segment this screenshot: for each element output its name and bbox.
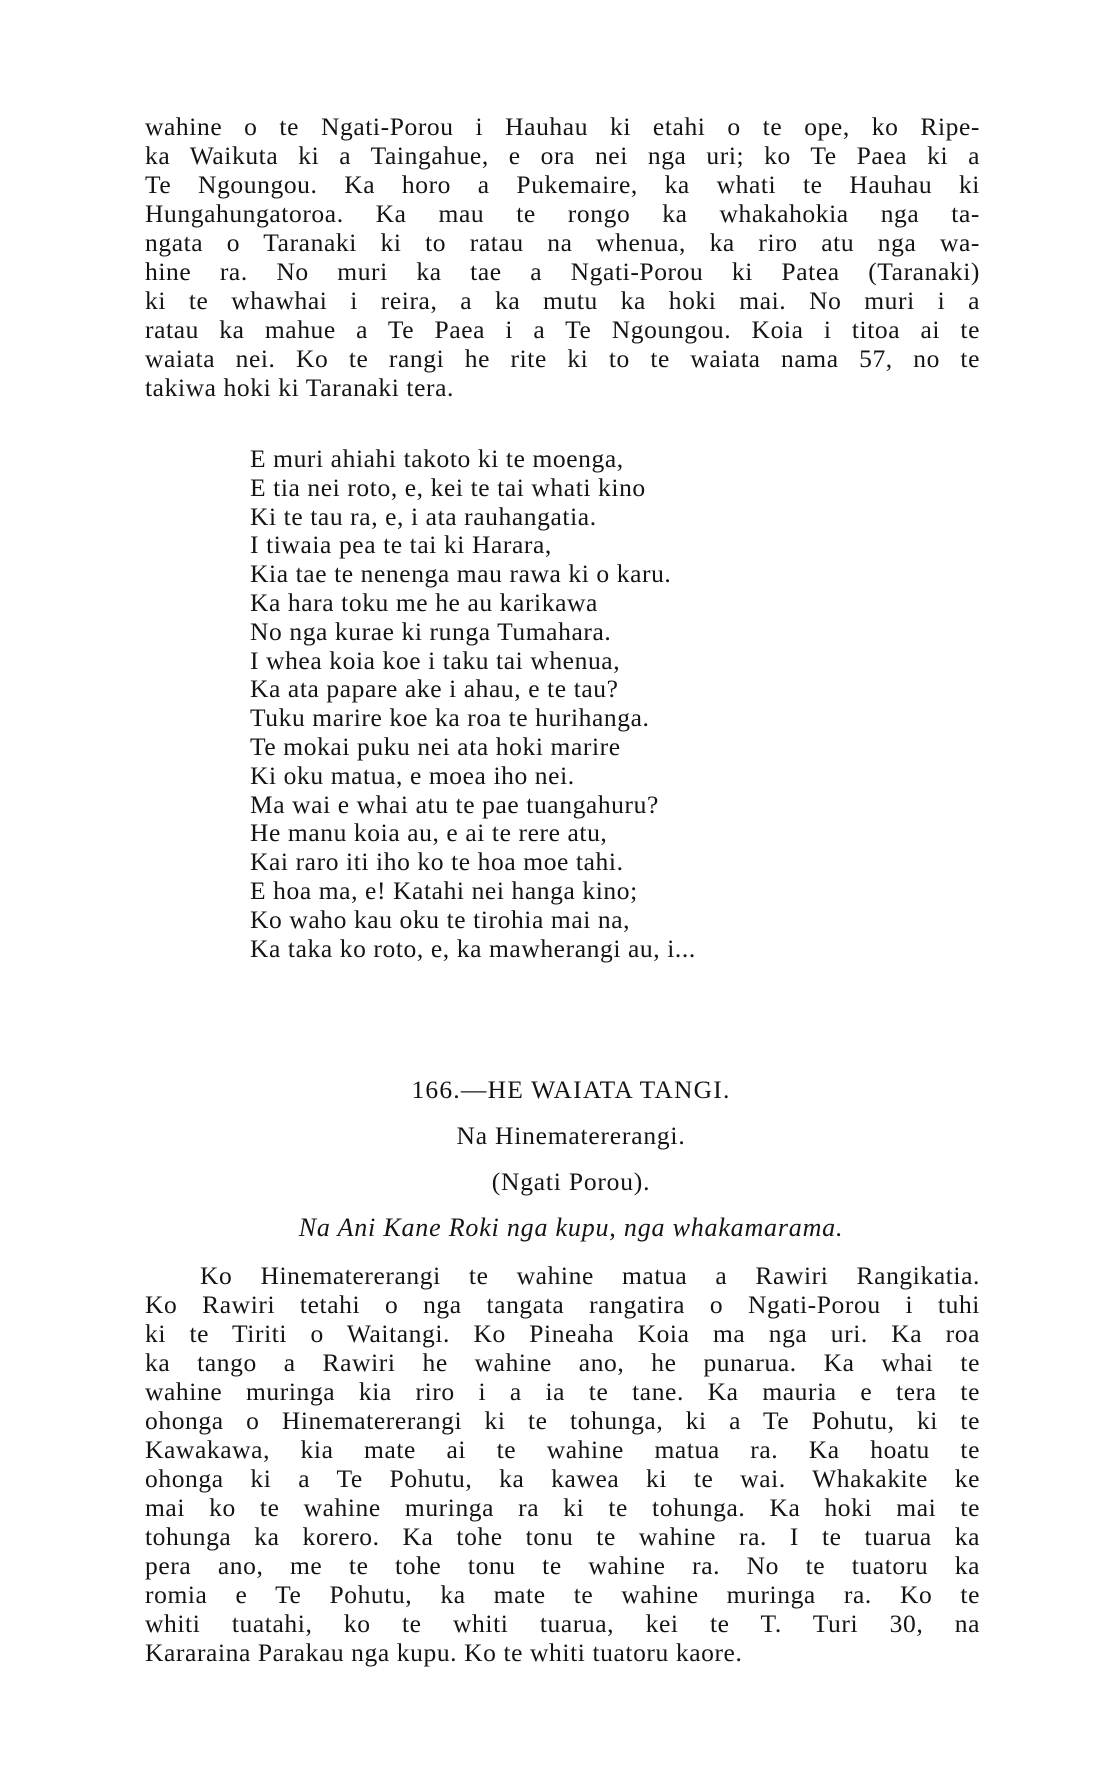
intro-line: ngata o Taranaki ki to ratau na whenua, ka riro atu nga wa- xyxy=(145,228,980,257)
verse-line: He manu koia au, e ai te rere atu, xyxy=(250,818,608,848)
intro-line: takiwa hoki ki Taranaki tera. xyxy=(145,373,454,402)
verse-line: No nga kurae ki runga Tumahara. xyxy=(250,616,612,646)
story-line: Kawakawa, kia mate ai te wahine matua ra. Ka hoatu te xyxy=(145,1435,980,1464)
verse-line: Ma wai e whai atu te pae tuangahuru? xyxy=(250,789,659,819)
tribe-line: (Ngati Porou). xyxy=(491,1167,651,1196)
song-title: 166.—HE WAIATA TANGI. xyxy=(411,1075,731,1104)
verse-line: Tuku marire koe ka roa te hurihanga. xyxy=(250,703,650,733)
verse-line: Ka taka ko roto, e, ka mawherangi au, i... xyxy=(250,933,696,963)
story-line: pera ano, me te tohe tonu te wahine ra. No te tuatoru ka xyxy=(145,1551,980,1580)
intro-line: waiata nei. Ko te rangi he rite ki to te waiata nama 57, no te xyxy=(145,344,980,373)
verse-line: Ka ata papare ake i ahau, e te tau? xyxy=(250,674,619,704)
story-line: whiti tuatahi, ko te whiti tuarua, kei te T. Turi 30, na xyxy=(145,1609,980,1638)
story-line: ki te Tiriti o Waitangi. Ko Pineaha Koia ma nga uri. Ka roa xyxy=(145,1319,980,1348)
intro-line: wahine o te Ngati-Porou i Hauhau ki etahi o te ope, ko Ripe- xyxy=(145,112,980,141)
intro-line: hine ra. No muri ka tae a Ngati-Porou ki Patea (Taranaki) xyxy=(145,257,980,286)
story-line: ka tango a Rawiri he wahine ano, he punarua. Ka whai te xyxy=(145,1348,980,1377)
verse-line: Kia tae te nenenga mau rawa ki o karu. xyxy=(250,559,672,589)
verse-line: I whea koia koe i taku tai whenua, xyxy=(250,645,621,675)
intro-line: Hungahungatoroa. Ka mau te rongo ka whakahokia nga ta- xyxy=(145,199,980,228)
verse-line: Ki te tau ra, e, i ata rauhangatia. xyxy=(250,501,597,531)
intro-paragraph xyxy=(145,112,980,402)
story-line: tohunga ka korero. Ka tohe tonu te wahine ra. I te tuarua ka xyxy=(145,1522,980,1551)
verse-line: Ka hara toku me he au karikawa xyxy=(250,587,598,617)
verse-line: E tia nei roto, e, kei te tai whati kino xyxy=(250,472,646,502)
composer-line: Na Hinematererangi. xyxy=(456,1121,686,1150)
story-line: Ko Rawiri tetahi o nga tangata rangatira o Ngati-Porou i tuhi xyxy=(145,1290,980,1319)
intro-line: ki te whawhai i reira, a ka mutu ka hoki mai. No muri i a xyxy=(145,286,980,315)
verse-line: E hoa ma, e! Katahi nei hanga kino; xyxy=(250,875,638,905)
story-line: Kararaina Parakau nga kupu. Ko te whiti tuatoru kaore. xyxy=(145,1638,743,1667)
story-line: mai ko te wahine muringa ra ki te tohunga. Ka hoki mai te xyxy=(145,1493,980,1522)
verse-line: I tiwaia pea te tai ki Harara, xyxy=(250,530,552,560)
attribution-line: Na Ani Kane Roki nga kupu, nga whakamarama. xyxy=(298,1213,844,1242)
story-line: wahine muringa kia riro i a ia te tane. Ka mauria e tera te xyxy=(145,1377,980,1406)
intro-line: Te Ngoungou. Ka horo a Pukemaire, ka whati te Hauhau ki xyxy=(145,170,980,199)
story-line: Ko Hinematererangi te wahine matua a Rawiri Rangikatia. xyxy=(200,1261,980,1290)
verse-line: Kai raro iti iho ko te hoa moe tahi. xyxy=(250,847,624,877)
story-line: ohonga ki a Te Pohutu, ka kawea ki te wai. Whakakite ke xyxy=(145,1464,980,1493)
verse-line: E muri ahiahi takoto ki te moenga, xyxy=(250,444,624,473)
story-line: ohonga o Hinematererangi ki te tohunga, ki a Te Pohutu, ki te xyxy=(145,1406,980,1435)
story-line: romia e Te Pohutu, ka mate te wahine muringa ra. Ko te xyxy=(145,1580,980,1609)
story-paragraph xyxy=(145,1261,980,1667)
verse-line: Ki oku matua, e moea iho nei. xyxy=(250,760,575,790)
intro-line: ratau ka mahue a Te Paea i a Te Ngoungou. Koia i titoa ai te xyxy=(145,315,980,344)
verse-line: Ko waho kau oku te tirohia mai na, xyxy=(250,904,631,934)
intro-line: ka Waikuta ki a Taingahue, e ora nei nga uri; ko Te Paea ki a xyxy=(145,141,980,170)
waiata-verse xyxy=(250,445,696,963)
verse-line: Te mokai puku nei ata hoki marire xyxy=(250,731,621,761)
